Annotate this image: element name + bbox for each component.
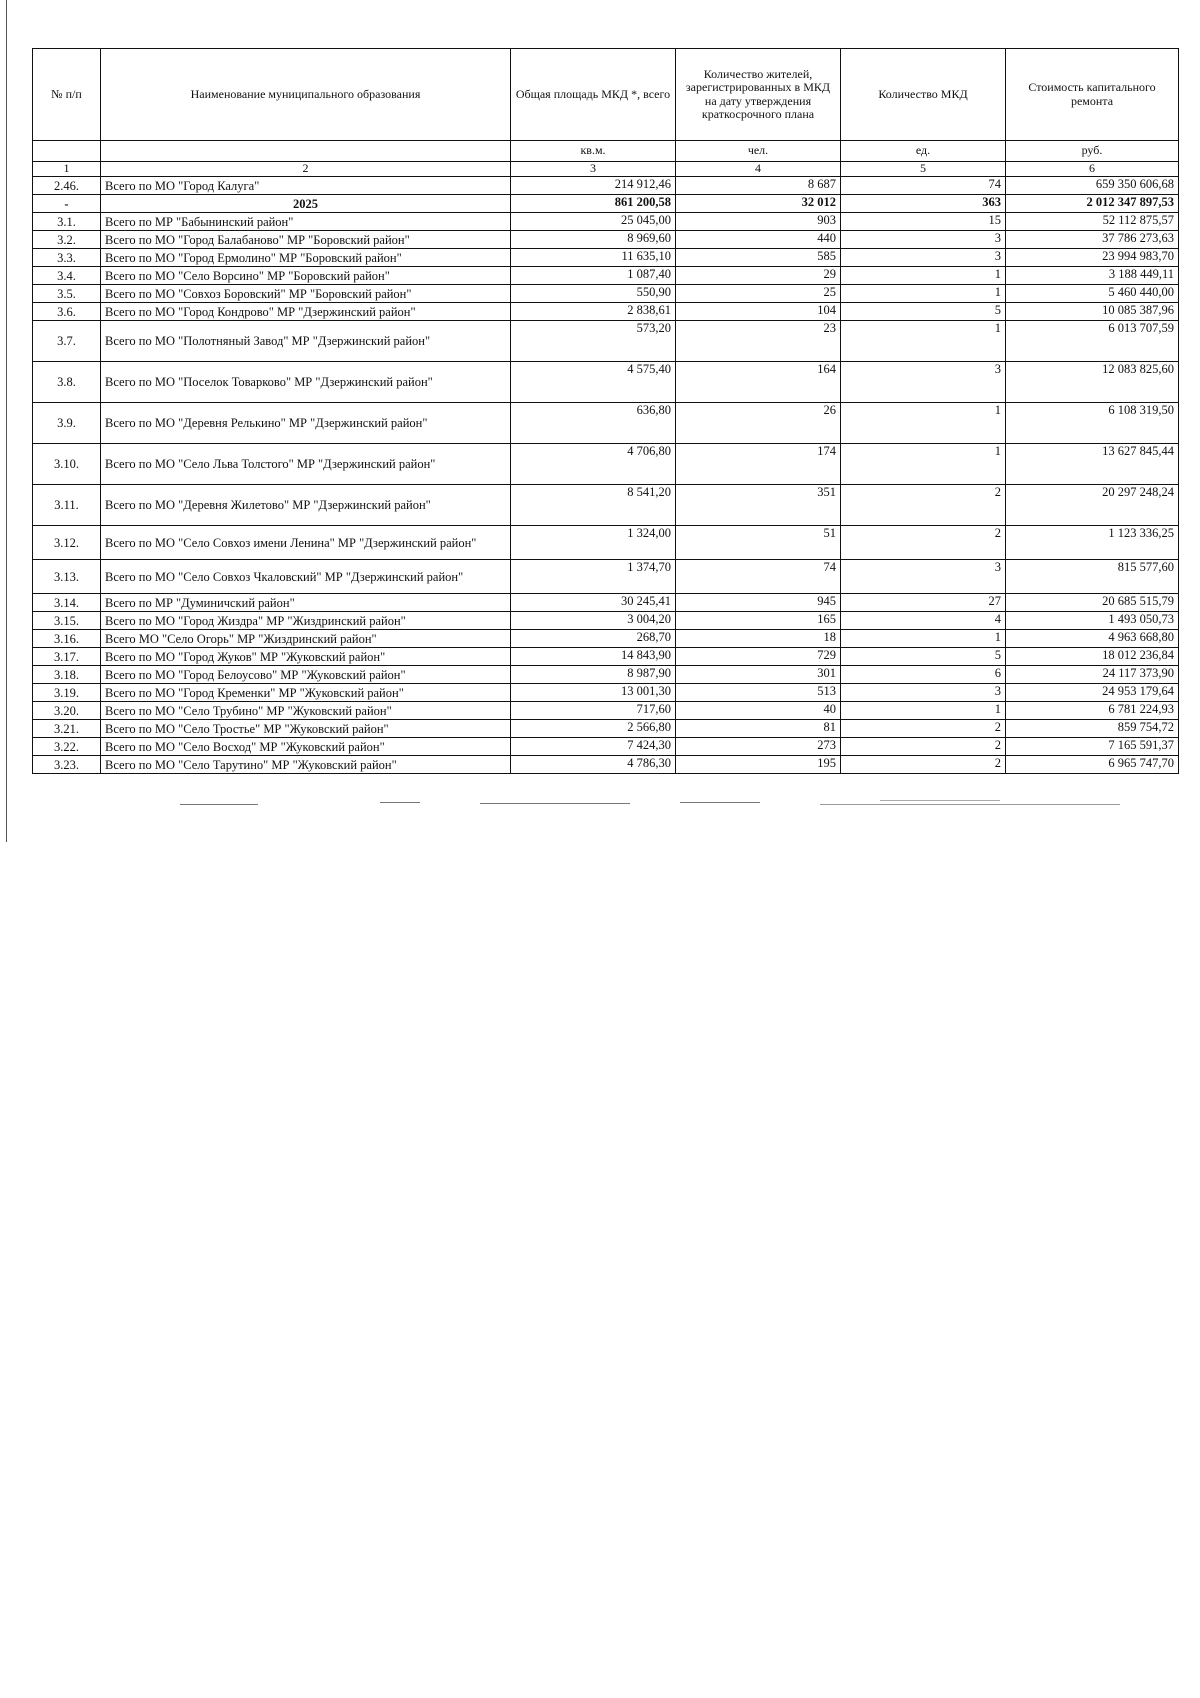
residents-count: 729 xyxy=(676,648,841,666)
building-count: 2 xyxy=(841,485,1006,526)
residents-count: 18 xyxy=(676,630,841,648)
total-area: 11 635,10 xyxy=(511,249,676,267)
total-area: 13 001,30 xyxy=(511,684,676,702)
units-empty-1 xyxy=(33,141,101,162)
unit-cost: руб. xyxy=(1006,141,1179,162)
municipality-name: Всего по МР "Думиничский район" xyxy=(101,594,511,612)
municipality-name: Всего по МО "Село Совхоз имени Ленина" МР "Дзержинский район" xyxy=(101,526,511,560)
repair-cost: 6 108 319,50 xyxy=(1006,403,1179,444)
row-number: 3.10. xyxy=(33,444,101,485)
table-row xyxy=(33,285,1179,303)
repair-cost: 7 165 591,37 xyxy=(1006,738,1179,756)
table-row xyxy=(33,648,1179,666)
repair-cost: 23 994 983,70 xyxy=(1006,249,1179,267)
table-row xyxy=(33,249,1179,267)
building-count: 3 xyxy=(841,684,1006,702)
building-count: 1 xyxy=(841,321,1006,362)
repair-cost: 1 123 336,25 xyxy=(1006,526,1179,560)
municipality-name: Всего по МО "Деревня Релькино" МР "Дзержинский район" xyxy=(101,403,511,444)
total-area: 636,80 xyxy=(511,403,676,444)
residents-count: 585 xyxy=(676,249,841,267)
building-count: 1 xyxy=(841,267,1006,285)
row-number: 2.46. xyxy=(33,177,101,195)
repair-cost: 52 112 875,57 xyxy=(1006,213,1179,231)
total-area: 3 004,20 xyxy=(511,612,676,630)
repair-cost: 20 297 248,24 xyxy=(1006,485,1179,526)
row-number: 3.3. xyxy=(33,249,101,267)
total-area: 30 245,41 xyxy=(511,594,676,612)
repair-cost: 12 083 825,60 xyxy=(1006,362,1179,403)
residents-count: 351 xyxy=(676,485,841,526)
residents-count: 195 xyxy=(676,756,841,774)
table-row xyxy=(33,362,1179,403)
repair-cost: 815 577,60 xyxy=(1006,560,1179,594)
row-number: 3.6. xyxy=(33,303,101,321)
table-row xyxy=(33,267,1179,285)
row-number: 3.15. xyxy=(33,612,101,630)
residents-count: 32 012 xyxy=(676,195,841,213)
municipality-name: Всего по МО "Село Льва Толстого" МР "Дзержинский район" xyxy=(101,444,511,485)
residents-count: 51 xyxy=(676,526,841,560)
row-number: 3.12. xyxy=(33,526,101,560)
row-number: 3.9. xyxy=(33,403,101,444)
residents-count: 513 xyxy=(676,684,841,702)
building-count: 3 xyxy=(841,560,1006,594)
repair-cost: 659 350 606,68 xyxy=(1006,177,1179,195)
total-area: 1 374,70 xyxy=(511,560,676,594)
building-count: 15 xyxy=(841,213,1006,231)
table-row xyxy=(33,720,1179,738)
repair-cost: 859 754,72 xyxy=(1006,720,1179,738)
municipality-name: Всего по МО "Город Кременки" МР "Жуковский район" xyxy=(101,684,511,702)
row-number: 3.11. xyxy=(33,485,101,526)
table-row xyxy=(33,702,1179,720)
row-number: 3.22. xyxy=(33,738,101,756)
header-total-area: Общая площадь МКД *, всего xyxy=(511,49,676,141)
total-area: 268,70 xyxy=(511,630,676,648)
header-row-number: № п/п xyxy=(33,49,101,141)
table-row xyxy=(33,195,1179,213)
table-row xyxy=(33,612,1179,630)
header-municipality-name: Наименование муниципального образования xyxy=(101,49,511,141)
total-area: 2 566,80 xyxy=(511,720,676,738)
repair-cost: 13 627 845,44 xyxy=(1006,444,1179,485)
row-number: 3.1. xyxy=(33,213,101,231)
municipality-name: 2025 xyxy=(101,195,511,213)
residents-count: 273 xyxy=(676,738,841,756)
residents-count: 23 xyxy=(676,321,841,362)
building-count: 3 xyxy=(841,362,1006,403)
building-count: 1 xyxy=(841,444,1006,485)
table-row xyxy=(33,403,1179,444)
municipality-name: Всего по МО "Село Тарутино" МР "Жуковский район" xyxy=(101,756,511,774)
municipality-name: Всего по МО "Город Кондрово" МР "Дзержинский район" xyxy=(101,303,511,321)
residents-count: 29 xyxy=(676,267,841,285)
row-number: 3.21. xyxy=(33,720,101,738)
total-area: 8 541,20 xyxy=(511,485,676,526)
header-repair-cost: Стоимость капитального ремонта xyxy=(1006,49,1179,141)
table-row xyxy=(33,485,1179,526)
column-number: 3 xyxy=(511,162,676,177)
row-number: 3.2. xyxy=(33,231,101,249)
repair-cost: 4 963 668,80 xyxy=(1006,630,1179,648)
repair-cost: 6 013 707,59 xyxy=(1006,321,1179,362)
total-area: 1 324,00 xyxy=(511,526,676,560)
building-count: 2 xyxy=(841,756,1006,774)
residents-count: 903 xyxy=(676,213,841,231)
unit-residents: чел. xyxy=(676,141,841,162)
municipality-name: Всего по МР "Бабынинский район" xyxy=(101,213,511,231)
row-number: 3.23. xyxy=(33,756,101,774)
total-area: 214 912,46 xyxy=(511,177,676,195)
table-row xyxy=(33,444,1179,485)
repair-cost: 1 493 050,73 xyxy=(1006,612,1179,630)
capital-repair-table xyxy=(32,48,1179,774)
row-number: - xyxy=(33,195,101,213)
repair-cost: 6 781 224,93 xyxy=(1006,702,1179,720)
building-count: 2 xyxy=(841,526,1006,560)
municipality-name: Всего по МО "Деревня Жилетово" МР "Дзержинский район" xyxy=(101,485,511,526)
table-body xyxy=(33,177,1179,774)
residents-count: 8 687 xyxy=(676,177,841,195)
repair-cost: 3 188 449,11 xyxy=(1006,267,1179,285)
row-number: 3.13. xyxy=(33,560,101,594)
building-count: 1 xyxy=(841,403,1006,444)
residents-count: 165 xyxy=(676,612,841,630)
residents-count: 40 xyxy=(676,702,841,720)
residents-count: 301 xyxy=(676,666,841,684)
table-row xyxy=(33,560,1179,594)
building-count: 3 xyxy=(841,231,1006,249)
total-area: 4 786,30 xyxy=(511,756,676,774)
repair-cost: 18 012 236,84 xyxy=(1006,648,1179,666)
row-number: 3.18. xyxy=(33,666,101,684)
residents-count: 174 xyxy=(676,444,841,485)
total-area: 573,20 xyxy=(511,321,676,362)
municipality-name: Всего по МО "Село Ворсино" МР "Боровский район" xyxy=(101,267,511,285)
municipality-name: Всего по МО "Город Ермолино" МР "Боровский район" xyxy=(101,249,511,267)
table-row xyxy=(33,303,1179,321)
building-count: 2 xyxy=(841,738,1006,756)
total-area: 861 200,58 xyxy=(511,195,676,213)
table-row xyxy=(33,526,1179,560)
repair-cost: 37 786 273,63 xyxy=(1006,231,1179,249)
scan-edge-line xyxy=(6,0,7,842)
table-row xyxy=(33,666,1179,684)
municipality-name: Всего по МО "Село Трубино" МР "Жуковский район" xyxy=(101,702,511,720)
repair-cost: 20 685 515,79 xyxy=(1006,594,1179,612)
column-number: 4 xyxy=(676,162,841,177)
repair-cost: 6 965 747,70 xyxy=(1006,756,1179,774)
residents-count: 945 xyxy=(676,594,841,612)
row-number: 3.19. xyxy=(33,684,101,702)
residents-count: 74 xyxy=(676,560,841,594)
row-number: 3.8. xyxy=(33,362,101,403)
scan-noise xyxy=(180,800,1180,840)
residents-count: 25 xyxy=(676,285,841,303)
row-number: 3.20. xyxy=(33,702,101,720)
unit-area: кв.м. xyxy=(511,141,676,162)
municipality-name: Всего по МО "Поселок Товарково" МР "Дзержинский район" xyxy=(101,362,511,403)
residents-count: 440 xyxy=(676,231,841,249)
residents-count: 164 xyxy=(676,362,841,403)
header-residents: Количество жителей, зарегистрированных в МКД на дату утверждения краткосрочного плана xyxy=(676,49,841,141)
municipality-name: Всего по МО "Село Совхоз Чкаловский" МР "Дзержинский район" xyxy=(101,560,511,594)
building-count: 5 xyxy=(841,648,1006,666)
total-area: 25 045,00 xyxy=(511,213,676,231)
table-row xyxy=(33,630,1179,648)
table-row xyxy=(33,684,1179,702)
total-area: 717,60 xyxy=(511,702,676,720)
repair-cost: 24 953 179,64 xyxy=(1006,684,1179,702)
repair-cost: 10 085 387,96 xyxy=(1006,303,1179,321)
total-area: 4 706,80 xyxy=(511,444,676,485)
total-area: 8 969,60 xyxy=(511,231,676,249)
residents-count: 26 xyxy=(676,403,841,444)
total-area: 4 575,40 xyxy=(511,362,676,403)
building-count: 6 xyxy=(841,666,1006,684)
column-number: 5 xyxy=(841,162,1006,177)
building-count: 27 xyxy=(841,594,1006,612)
row-number: 3.7. xyxy=(33,321,101,362)
total-area: 7 424,30 xyxy=(511,738,676,756)
municipality-name: Всего по МО "Село Тростье" МР "Жуковский район" xyxy=(101,720,511,738)
row-number: 3.17. xyxy=(33,648,101,666)
table-row xyxy=(33,321,1179,362)
building-count: 1 xyxy=(841,702,1006,720)
building-count: 3 xyxy=(841,249,1006,267)
municipality-name: Всего по МО "Совхоз Боровский" МР "Боровский район" xyxy=(101,285,511,303)
building-count: 1 xyxy=(841,285,1006,303)
table-row xyxy=(33,756,1179,774)
repair-cost: 5 460 440,00 xyxy=(1006,285,1179,303)
table-row xyxy=(33,213,1179,231)
municipality-name: Всего по МО "Город Балабаново" МР "Боровский район" xyxy=(101,231,511,249)
table-row xyxy=(33,738,1179,756)
repair-cost: 2 012 347 897,53 xyxy=(1006,195,1179,213)
municipality-name: Всего по МО "Село Восход" МР "Жуковский район" xyxy=(101,738,511,756)
building-count: 5 xyxy=(841,303,1006,321)
building-count: 2 xyxy=(841,720,1006,738)
repair-cost: 24 117 373,90 xyxy=(1006,666,1179,684)
unit-buildings: ед. xyxy=(841,141,1006,162)
total-area: 8 987,90 xyxy=(511,666,676,684)
row-number: 3.14. xyxy=(33,594,101,612)
table-row xyxy=(33,231,1179,249)
table-row xyxy=(33,594,1179,612)
row-number: 3.5. xyxy=(33,285,101,303)
municipality-name: Всего по МО "Город Жиздра" МР "Жиздринский район" xyxy=(101,612,511,630)
municipality-name: Всего по МО "Город Белоусово" МР "Жуковский район" xyxy=(101,666,511,684)
row-number: 3.4. xyxy=(33,267,101,285)
total-area: 550,90 xyxy=(511,285,676,303)
building-count: 74 xyxy=(841,177,1006,195)
building-count: 4 xyxy=(841,612,1006,630)
total-area: 1 087,40 xyxy=(511,267,676,285)
municipality-name: Всего по МО "Полотняный Завод" МР "Дзержинский район" xyxy=(101,321,511,362)
total-area: 2 838,61 xyxy=(511,303,676,321)
column-number: 1 xyxy=(33,162,101,177)
building-count: 1 xyxy=(841,630,1006,648)
municipality-name: Всего по МО "Город Жуков" МР "Жуковский район" xyxy=(101,648,511,666)
column-number: 2 xyxy=(101,162,511,177)
table-row xyxy=(33,177,1179,195)
residents-count: 81 xyxy=(676,720,841,738)
total-area: 14 843,90 xyxy=(511,648,676,666)
building-count: 363 xyxy=(841,195,1006,213)
row-number: 3.16. xyxy=(33,630,101,648)
header-building-count: Количество МКД xyxy=(841,49,1006,141)
municipality-name: Всего МО "Село Огорь" МР "Жиздринский район" xyxy=(101,630,511,648)
column-number: 6 xyxy=(1006,162,1179,177)
units-empty-2 xyxy=(101,141,511,162)
municipality-name: Всего по МО "Город Калуга" xyxy=(101,177,511,195)
residents-count: 104 xyxy=(676,303,841,321)
